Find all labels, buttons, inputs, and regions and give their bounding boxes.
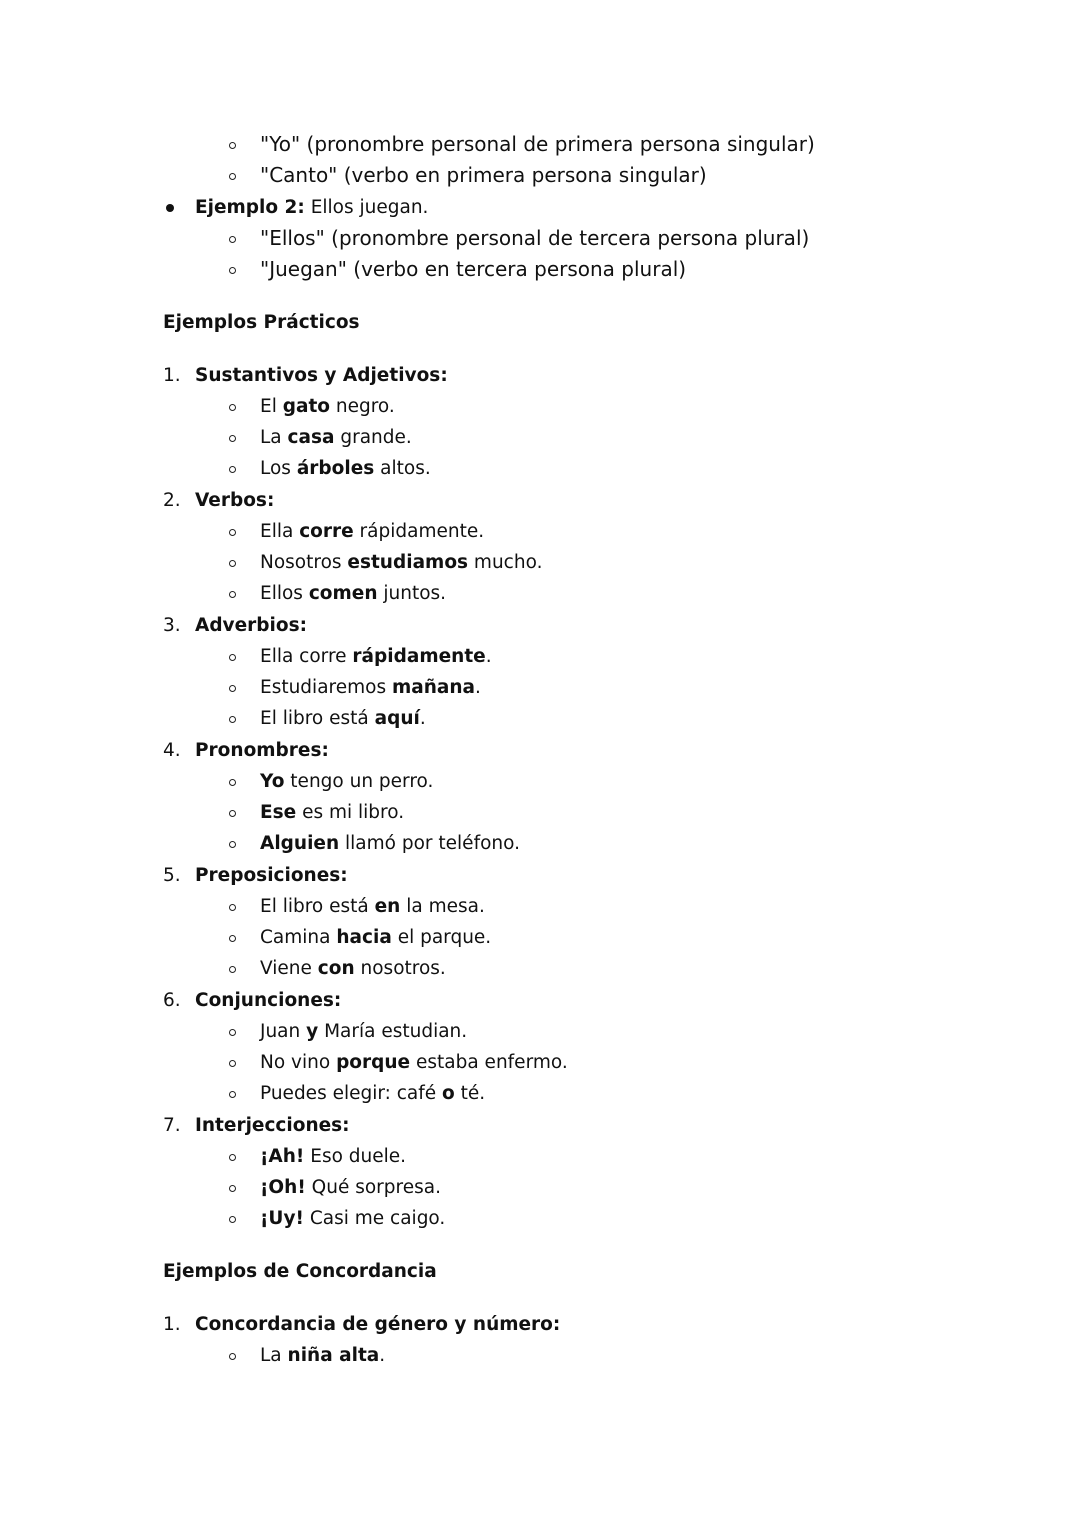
ejemplo-2-item: "Ellos" (pronombre personal de tercera persona plural) [260, 226, 810, 250]
list-item: Ese es mi libro. [260, 802, 405, 823]
hollow-bullet-icon [229, 1029, 236, 1036]
hollow-bullet-icon [229, 404, 236, 411]
list-number: 7. [163, 1115, 181, 1136]
list-number: 1. [163, 1314, 181, 1335]
hollow-bullet-icon [229, 1216, 236, 1223]
hollow-bullet-icon [229, 841, 236, 848]
section-heading-ejemplos-practicos: Ejemplos Prácticos [163, 312, 360, 333]
hollow-bullet-icon [229, 654, 236, 661]
list-item: Yo tengo un perro. [260, 771, 434, 792]
group-title: Interjecciones: [195, 1115, 350, 1136]
group-title: Pronombres: [195, 740, 329, 761]
group-title: Adverbios: [195, 615, 307, 636]
intro-item: "Yo" (pronombre personal de primera persona singular) [260, 132, 815, 156]
list-item: Camina hacia el parque. [260, 927, 492, 948]
list-item: El libro está aquí. [260, 708, 426, 729]
list-item: Puedes elegir: café o té. [260, 1083, 486, 1104]
hollow-bullet-icon [229, 1091, 236, 1098]
hollow-bullet-icon [229, 591, 236, 598]
hollow-bullet-icon [229, 1353, 236, 1360]
group-title: Verbos: [195, 490, 275, 511]
list-number: 4. [163, 740, 181, 761]
hollow-bullet-icon [229, 685, 236, 692]
group-title: Concordancia de género y número: [195, 1314, 561, 1335]
hollow-bullet-icon [229, 904, 236, 911]
hollow-bullet-icon [229, 560, 236, 567]
hollow-bullet-icon [229, 142, 236, 149]
list-item: El gato negro. [260, 396, 395, 417]
list-item: El libro está en la mesa. [260, 896, 485, 917]
hollow-bullet-icon [229, 466, 236, 473]
list-item: ¡Oh! Qué sorpresa. [260, 1177, 441, 1198]
section-heading-ejemplos-concordancia: Ejemplos de Concordancia [163, 1261, 437, 1282]
group-title: Conjunciones: [195, 990, 342, 1011]
list-item: ¡Ah! Eso duele. [260, 1146, 407, 1167]
hollow-bullet-icon [229, 716, 236, 723]
hollow-bullet-icon [229, 1154, 236, 1161]
list-item: Ellos comen juntos. [260, 583, 447, 604]
ejemplo-2-text: Ellos juegan. [304, 197, 429, 218]
list-number: 3. [163, 615, 181, 636]
hollow-bullet-icon [229, 935, 236, 942]
solid-bullet-icon [166, 204, 174, 212]
group-title: Preposiciones: [195, 865, 348, 886]
list-item: La casa grande. [260, 427, 412, 448]
list-item: Estudiaremos mañana. [260, 677, 481, 698]
hollow-bullet-icon [229, 267, 236, 274]
list-item: Alguien llamó por teléfono. [260, 833, 520, 854]
group-title: Sustantivos y Adjetivos: [195, 365, 448, 386]
list-item: Viene con nosotros. [260, 958, 446, 979]
list-item: Ella corre rápidamente. [260, 521, 485, 542]
list-item: Ella corre rápidamente. [260, 646, 492, 667]
hollow-bullet-icon [229, 1185, 236, 1192]
hollow-bullet-icon [229, 173, 236, 180]
list-number: 2. [163, 490, 181, 511]
list-item: Nosotros estudiamos mucho. [260, 552, 543, 573]
list-item: Los árboles altos. [260, 458, 431, 479]
list-number: 1. [163, 365, 181, 386]
hollow-bullet-icon [229, 810, 236, 817]
hollow-bullet-icon [229, 236, 236, 243]
list-number: 6. [163, 990, 181, 1011]
list-item: Juan y María estudian. [260, 1021, 468, 1042]
hollow-bullet-icon [229, 779, 236, 786]
ejemplo-2-item: "Juegan" (verbo en tercera persona plural) [260, 257, 687, 281]
intro-item: "Canto" (verbo en primera persona singular) [260, 163, 707, 187]
hollow-bullet-icon [229, 966, 236, 973]
hollow-bullet-icon [229, 529, 236, 536]
hollow-bullet-icon [229, 435, 236, 442]
list-item: La niña alta. [260, 1345, 386, 1366]
list-item: No vino porque estaba enfermo. [260, 1052, 568, 1073]
ejemplo-2-label: Ejemplo 2: [195, 197, 305, 218]
hollow-bullet-icon [229, 1060, 236, 1067]
list-number: 5. [163, 865, 181, 886]
list-item: ¡Uy! Casi me caigo. [260, 1208, 446, 1229]
ejemplo-2-line [195, 192, 428, 223]
